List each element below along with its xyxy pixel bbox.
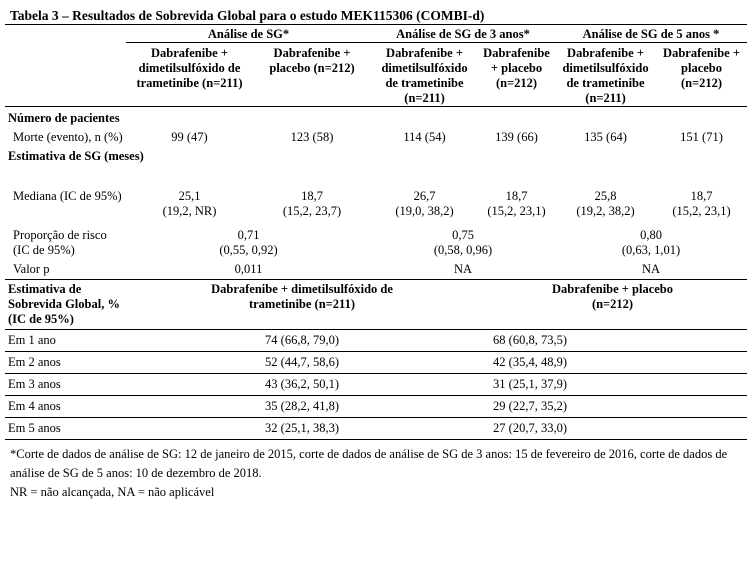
median-ci: (19,2, NR) [162,204,217,218]
median-ci: (19,2, 38,2) [576,204,635,218]
footnotes [10,445,749,502]
hr-ci: (0,55, 0,92) [219,243,278,257]
cell-value [371,219,555,258]
cell-value [555,219,747,258]
row-label: Morte (evento), n (%) [13,130,123,144]
median-value: 26,7 [413,189,436,203]
spacer [570,374,747,396]
section-os-estimate-row [5,145,747,189]
section-patients-row [5,107,747,127]
cell-value: 99 (47) [171,130,208,144]
table-title: Tabela 3 – Resultados de Sobrevida Global para o estudo MEK115306 (COMBI-d) [10,8,485,23]
survival-header-combo-text: Dabrafenibe + dimetilsulfóxido de trametinibe (n=211) [211,282,393,311]
cell-value [478,189,555,219]
cell-value: 151 (71) [680,130,723,144]
cell-value: 123 (58) [290,130,334,144]
survival-combo-value: 32 (25,1, 38,3) [126,418,342,440]
arm-header-placebo: Dabrafenibe + placebo (n=212) [253,43,371,107]
spacer [570,330,747,352]
footnote-abbreviations: NR = não alcançada, NA = não aplicável [10,485,215,499]
spacer [342,374,411,396]
survival-row [5,352,747,374]
median-ci: (15,2, 23,7) [282,204,342,218]
survival-header-combo [126,280,478,330]
median-row [5,189,747,219]
spacer [342,418,411,440]
group-header-row [5,25,747,43]
hr-ci: (0,58, 0,96) [433,243,493,257]
cell-value [555,189,656,219]
survival-year-label: Em 1 ano [5,330,126,352]
cell-value: 139 (66) [495,130,538,144]
spacer [570,352,747,374]
arm-header-placebo: Dabrafenibe + placebo (n=212) [656,43,747,107]
median-ci: (19,0, 38,2) [395,204,454,218]
group-header-os-3y: Análise de SG de 3 anos* [371,25,555,43]
median-value: 25,8 [594,189,617,203]
survival-combo-value: 43 (36,2, 50,1) [126,374,342,396]
os-results-table [5,24,747,330]
section-label: Estimativa de SG (meses) [8,149,144,163]
survival-header-row [5,280,747,330]
section-label: Número de pacientes [8,111,120,125]
survival-placebo-value: 68 (60,8, 73,5) [411,330,570,352]
cell-value [126,219,371,258]
cell-value: 0,011 [126,258,371,280]
spacer [342,396,411,418]
arm-header-combo: Dabrafenibe + dimetilsulfóxido de trametinibe (n=211) [371,43,478,107]
survival-year-label: Em 5 anos [5,418,126,440]
survival-year-label: Em 4 anos [5,396,126,418]
cell-value [126,189,253,219]
median-value: 18,7 [301,189,323,203]
survival-year-label: Em 2 anos [5,352,126,374]
hazard-ratio-row [5,219,747,258]
survival-row [5,418,747,440]
hr-value: 0,75 [452,228,474,242]
survival-header-placebo-text: Dabrafenibe + placebo (n=212) [552,282,674,311]
group-header-os: Análise de SG* [126,25,371,43]
median-ci: (15,2, 23,1) [487,204,546,218]
hr-ci: (0,63, 1,01) [621,243,681,257]
survival-placebo-value: 42 (35,4, 48,9) [411,352,570,374]
hr-value: 0,71 [237,228,260,242]
median-ci: (15,2, 23,1) [672,204,731,218]
survival-placebo-value: 27 (20,7, 33,0) [411,418,570,440]
spacer [570,418,747,440]
cell-value: NA [371,258,555,280]
survival-year-label: Em 3 anos [5,374,126,396]
arm-header-row [5,43,747,107]
survival-table [5,330,747,440]
row-label: Valor p [5,258,126,280]
survival-combo-value: 74 (66,8, 79,0) [126,330,342,352]
median-value: 18,7 [505,189,528,203]
death-row [5,126,747,145]
arm-header-placebo: Dabrafenibe + placebo (n=212) [478,43,555,107]
hr-value: 0,80 [640,228,662,242]
cell-value [253,189,371,219]
cell-value [371,189,478,219]
survival-label: Estimativa de Sobrevida Global, % (IC de 95%) [5,280,126,330]
footnote-cutoff: *Corte de dados de análise de SG: 12 de janeiro de 2015, corte de dados de análise de SG de 3 anos: 15 de fevereiro de 2016, corte de dados de análise de SG de 5 anos: 10 de dezembro de 2018. [10,447,728,480]
arm-header-combo: Dabrafenibe + dimetilsulfóxido de trametinibe (n=211) [126,43,253,107]
survival-row [5,330,747,352]
survival-placebo-value: 31 (25,1, 37,9) [411,374,570,396]
spacer [570,396,747,418]
median-value: 18,7 [690,189,713,203]
p-value-row [5,258,747,280]
arm-header-combo: Dabrafenibe + dimetilsulfóxido de trametinibe (n=211) [555,43,656,107]
cell-value [656,189,747,219]
survival-header-placebo [478,280,747,330]
group-header-os-5y: Análise de SG de 5 anos * [555,25,747,43]
spacer [342,352,411,374]
spacer [342,330,411,352]
median-value: 25,1 [178,189,201,203]
survival-placebo-value: 29 (22,7, 35,2) [411,396,570,418]
survival-combo-value: 52 (44,7, 58,6) [126,352,342,374]
row-label: Mediana (IC de 95%) [13,189,122,203]
cell-value: 114 (54) [403,130,446,144]
survival-combo-value: 35 (28,2, 41,8) [126,396,342,418]
cell-value: 135 (64) [584,130,627,144]
survival-row [5,396,747,418]
survival-row [5,374,747,396]
row-label: Proporção de risco (IC de 95%) [13,228,107,257]
cell-value: NA [555,258,747,280]
